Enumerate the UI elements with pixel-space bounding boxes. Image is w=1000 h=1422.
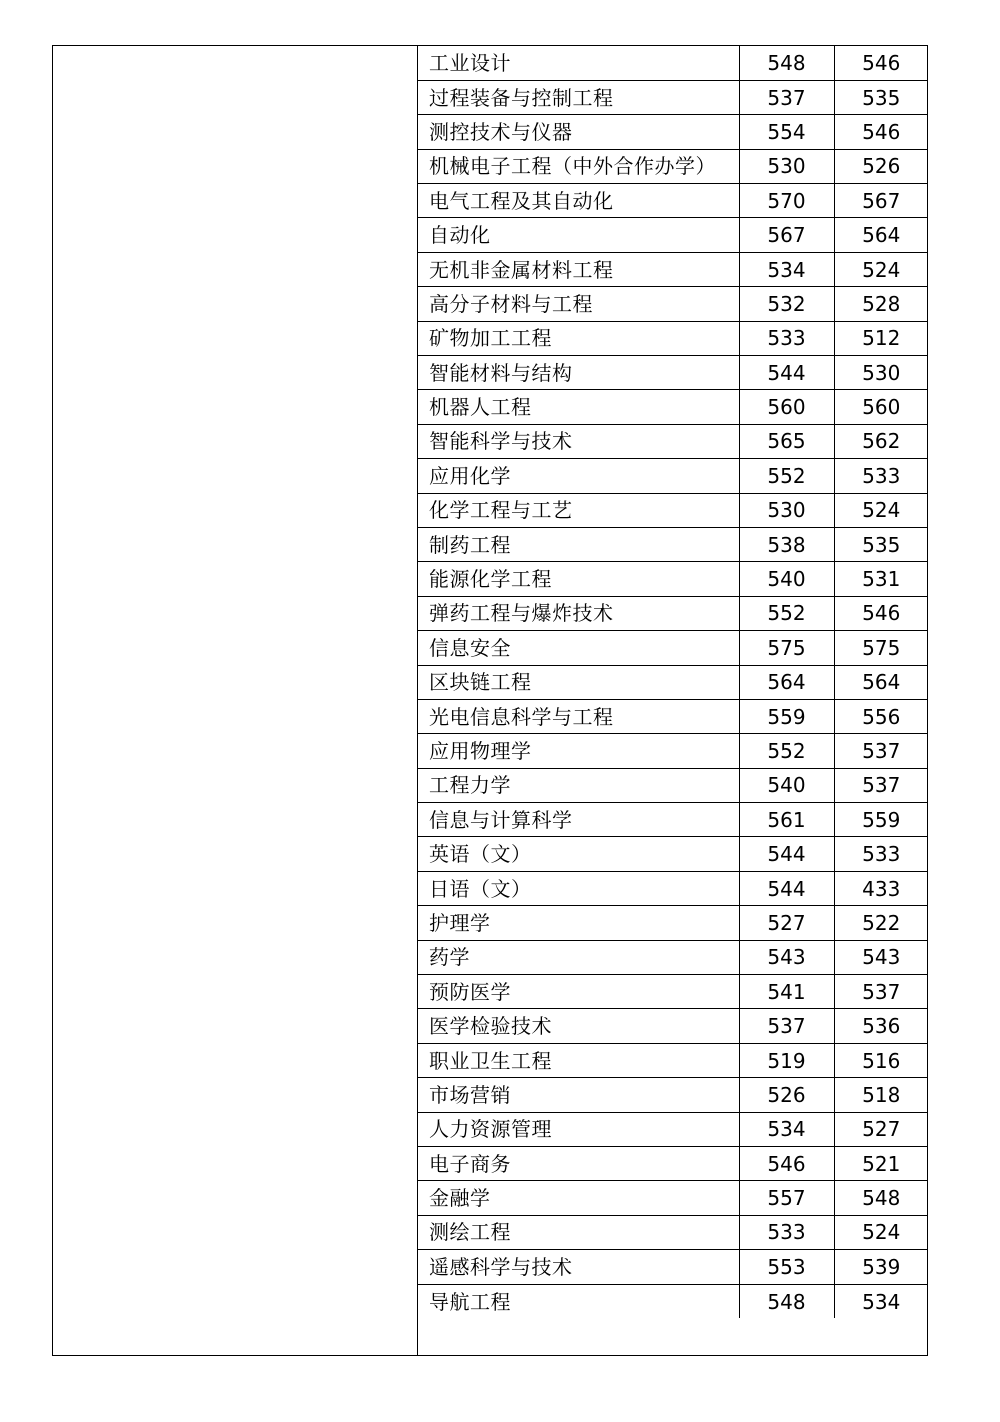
- major-name-cell: 机械电子工程（中外合作办学）: [418, 149, 739, 183]
- min-score-cell: 537: [834, 975, 928, 1009]
- table-row: [418, 699, 928, 733]
- max-score-cell: 548: [739, 1284, 834, 1318]
- table-row: [418, 803, 928, 837]
- min-score-cell: 575: [834, 631, 928, 665]
- table-row: [418, 493, 928, 527]
- major-name-cell: 弹药工程与爆炸技术: [418, 596, 739, 630]
- table-row: [418, 321, 928, 355]
- major-name-cell: 工程力学: [418, 768, 739, 802]
- table-row: [418, 768, 928, 802]
- min-score-cell: 562: [834, 424, 928, 458]
- table-row: [418, 940, 928, 974]
- merged-category-cell: [53, 46, 418, 1355]
- min-score-cell: 527: [834, 1112, 928, 1146]
- max-score-cell: 530: [739, 493, 834, 527]
- major-name-cell: 能源化学工程: [418, 562, 739, 596]
- min-score-cell: 516: [834, 1043, 928, 1077]
- table-row: [418, 1078, 928, 1112]
- min-score-cell: 560: [834, 390, 928, 424]
- table-row: [418, 115, 928, 149]
- table-row: [418, 975, 928, 1009]
- max-score-cell: 548: [739, 46, 834, 80]
- max-score-cell: 559: [739, 699, 834, 733]
- table-row: [418, 734, 928, 768]
- table-row: [418, 562, 928, 596]
- max-score-cell: 526: [739, 1078, 834, 1112]
- major-name-cell: 应用物理学: [418, 734, 739, 768]
- max-score-cell: 552: [739, 734, 834, 768]
- max-score-cell: 534: [739, 1112, 834, 1146]
- table-row: [418, 631, 928, 665]
- table-row: [418, 1112, 928, 1146]
- min-score-cell: 512: [834, 321, 928, 355]
- score-table-body: [418, 46, 928, 1318]
- table-row: [418, 1215, 928, 1249]
- table-row: [418, 184, 928, 218]
- major-name-cell: 电气工程及其自动化: [418, 184, 739, 218]
- min-score-cell: 564: [834, 665, 928, 699]
- table-row: [418, 46, 928, 80]
- max-score-cell: 560: [739, 390, 834, 424]
- max-score-cell: 533: [739, 321, 834, 355]
- max-score-cell: 557: [739, 1181, 834, 1215]
- table-row: [418, 1284, 928, 1318]
- min-score-cell: 528: [834, 287, 928, 321]
- max-score-cell: 540: [739, 562, 834, 596]
- min-score-cell: 546: [834, 115, 928, 149]
- min-score-cell: 548: [834, 1181, 928, 1215]
- min-score-cell: 537: [834, 734, 928, 768]
- table-row: [418, 1250, 928, 1284]
- min-score-cell: 522: [834, 906, 928, 940]
- max-score-cell: 546: [739, 1147, 834, 1181]
- min-score-cell: 524: [834, 1215, 928, 1249]
- max-score-cell: 519: [739, 1043, 834, 1077]
- max-score-cell: 527: [739, 906, 834, 940]
- major-name-cell: 化学工程与工艺: [418, 493, 739, 527]
- max-score-cell: 541: [739, 975, 834, 1009]
- major-name-cell: 医学检验技术: [418, 1009, 739, 1043]
- table-row: [418, 252, 928, 286]
- major-name-cell: 制药工程: [418, 527, 739, 561]
- table-row: [418, 390, 928, 424]
- max-score-cell: 530: [739, 149, 834, 183]
- major-name-cell: 智能材料与结构: [418, 356, 739, 390]
- major-name-cell: 预防医学: [418, 975, 739, 1009]
- min-score-cell: 556: [834, 699, 928, 733]
- major-name-cell: 测控技术与仪器: [418, 115, 739, 149]
- max-score-cell: 543: [739, 940, 834, 974]
- min-score-cell: 567: [834, 184, 928, 218]
- min-score-cell: 546: [834, 596, 928, 630]
- min-score-cell: 526: [834, 149, 928, 183]
- table-row: [418, 596, 928, 630]
- table-row: [418, 871, 928, 905]
- major-name-cell: 导航工程: [418, 1284, 739, 1318]
- major-name-cell: 工业设计: [418, 46, 739, 80]
- max-score-cell: 575: [739, 631, 834, 665]
- major-name-cell: 光电信息科学与工程: [418, 699, 739, 733]
- major-name-cell: 机器人工程: [418, 390, 739, 424]
- min-score-cell: 521: [834, 1147, 928, 1181]
- table-row: [418, 837, 928, 871]
- table-row: [418, 1043, 928, 1077]
- max-score-cell: 534: [739, 252, 834, 286]
- max-score-cell: 570: [739, 184, 834, 218]
- max-score-cell: 532: [739, 287, 834, 321]
- min-score-cell: 539: [834, 1250, 928, 1284]
- table-row: [418, 149, 928, 183]
- major-name-cell: 英语（文）: [418, 837, 739, 871]
- major-name-cell: 职业卫生工程: [418, 1043, 739, 1077]
- min-score-cell: 531: [834, 562, 928, 596]
- min-score-cell: 433: [834, 871, 928, 905]
- major-name-cell: 电子商务: [418, 1147, 739, 1181]
- major-name-cell: 市场营销: [418, 1078, 739, 1112]
- max-score-cell: 552: [739, 596, 834, 630]
- min-score-cell: 534: [862, 1289, 901, 1314]
- min-score-cell: 543: [834, 940, 928, 974]
- major-name-cell: 智能科学与技术: [418, 424, 739, 458]
- min-score-cell: 536: [834, 1009, 928, 1043]
- min-score-cell: 535: [834, 527, 928, 561]
- max-score-cell: 537: [739, 1009, 834, 1043]
- table-row: [418, 1181, 928, 1215]
- major-name-cell: 矿物加工工程: [418, 321, 739, 355]
- max-score-cell: 552: [739, 459, 834, 493]
- score-table-frame: [52, 45, 928, 1356]
- min-score-cell: 546: [834, 46, 928, 80]
- major-name-cell: 日语（文）: [418, 871, 739, 905]
- major-name-cell: 高分子材料与工程: [418, 287, 739, 321]
- major-name-cell: 金融学: [418, 1181, 739, 1215]
- min-score-cell: 530: [834, 356, 928, 390]
- max-score-cell: 554: [739, 115, 834, 149]
- major-name-cell: 护理学: [418, 906, 739, 940]
- min-score-cell: 564: [834, 218, 928, 252]
- max-score-cell: 540: [739, 768, 834, 802]
- score-table: [418, 46, 928, 1318]
- table-row: [418, 906, 928, 940]
- table-row: [418, 218, 928, 252]
- min-score-cell: 559: [834, 803, 928, 837]
- min-score-cell: 535: [834, 80, 928, 114]
- max-score-cell: 553: [739, 1250, 834, 1284]
- min-score-cell: 524: [834, 252, 928, 286]
- table-row: [418, 527, 928, 561]
- max-score-cell: 538: [739, 527, 834, 561]
- major-name-cell: 无机非金属材料工程: [418, 252, 739, 286]
- table-row: [418, 80, 928, 114]
- table-row: [418, 356, 928, 390]
- max-score-cell: 537: [739, 80, 834, 114]
- max-score-cell: 544: [739, 871, 834, 905]
- major-name-cell: 过程装备与控制工程: [418, 80, 739, 114]
- table-row: [418, 1009, 928, 1043]
- max-score-cell: 533: [739, 1215, 834, 1249]
- table-row: [418, 287, 928, 321]
- major-name-cell: 遥感科学与技术: [418, 1250, 739, 1284]
- min-score-cell: 533: [834, 459, 928, 493]
- major-name-cell: 区块链工程: [418, 665, 739, 699]
- min-score-cell: 537: [834, 768, 928, 802]
- table-row: [418, 665, 928, 699]
- max-score-cell: 564: [739, 665, 834, 699]
- table-row: [418, 1147, 928, 1181]
- major-name-cell: 信息安全: [418, 631, 739, 665]
- max-score-cell: 544: [739, 356, 834, 390]
- min-score-cell: 524: [834, 493, 928, 527]
- major-name-cell: 信息与计算科学: [418, 803, 739, 837]
- table-row: [418, 459, 928, 493]
- table-row: [418, 424, 928, 458]
- max-score-cell: 567: [739, 218, 834, 252]
- max-score-cell: 561: [739, 803, 834, 837]
- max-score-cell: 544: [739, 837, 834, 871]
- major-name-cell: 药学: [418, 940, 739, 974]
- major-name-cell: 测绘工程: [418, 1215, 739, 1249]
- major-name-cell: 自动化: [418, 218, 739, 252]
- min-score-cell: 518: [834, 1078, 928, 1112]
- major-name-cell: 应用化学: [418, 459, 739, 493]
- max-score-cell: 565: [739, 424, 834, 458]
- major-name-cell: 人力资源管理: [418, 1112, 739, 1146]
- min-score-cell: 533: [834, 837, 928, 871]
